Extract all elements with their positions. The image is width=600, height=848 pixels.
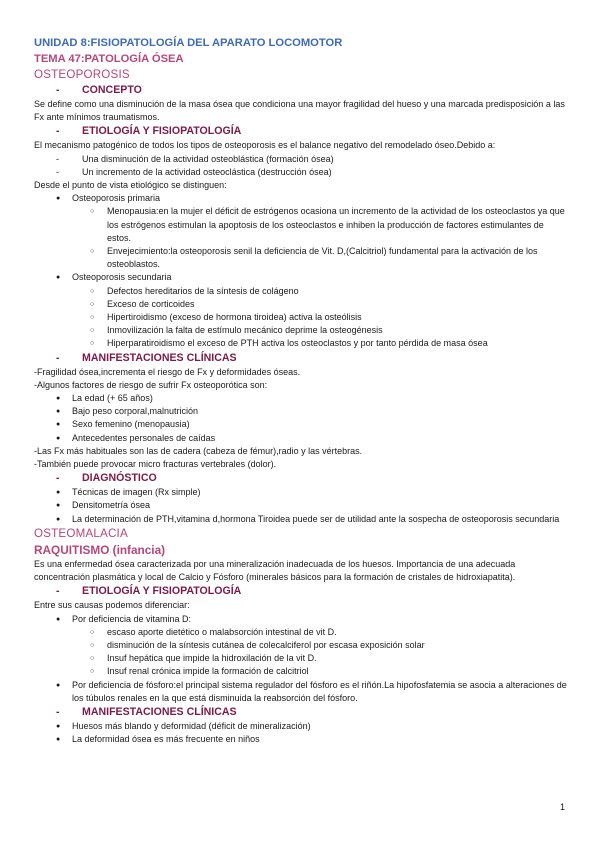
page-number: 1 — [559, 802, 565, 812]
osteoporosis-types-list — [34, 192, 568, 350]
list-item-fosforo: ● Por deficiencia de fósforo:el principal sistema regulador del fósforo es el riñón.La hipofosfatemia se asocia a alteraciones de los túbulos renales en la que está disminuida la reabsorción del fósforo. — [34, 679, 568, 705]
heading-manifestaciones: - MANIFESTACIONES CLÍNICAS — [56, 351, 237, 364]
clinica-text-1: -Fragilidad ósea,incrementa el riesgo de Fx y deformidades óseas. — [34, 366, 301, 377]
list-item: - Una disminución de la actividad osteoblástica (formación ósea) — [34, 153, 568, 166]
heading-etiologia-2: - ETIOLOGÍA Y FISIOPATOLOGÍA — [56, 585, 242, 598]
list-item: ● Antecedentes personales de caídas — [34, 432, 568, 445]
list-item: ● Técnicas de imagen (Rx simple) — [34, 486, 568, 499]
list-item: ○ disminución de la síntesis cutánea de colecalciferol por escasa exposición solar — [34, 639, 568, 652]
heading-manifestaciones-2: - MANIFESTACIONES CLÍNICAS — [56, 705, 237, 718]
risk-factors-list — [34, 392, 568, 445]
list-item: ● La deformidad ósea es más frecuente en niños — [34, 733, 568, 746]
heading-concepto: - CONCEPTO — [56, 84, 142, 96]
section-title-osteomalacia: OSTEOMALACIA — [34, 526, 128, 540]
diagnostico-list — [34, 486, 568, 526]
list-item: ○ Insuf hepática que impide la hidroxilación de la vit D. — [34, 652, 568, 665]
causas-text: Entre sus causas podemos diferenciar: — [34, 600, 190, 611]
list-item: ○ Defectos hereditarios de la síntesis de colágeno — [34, 285, 568, 298]
theme-title: TEMA 47:PATOLOGÍA ÓSEA — [34, 52, 184, 65]
list-item-primaria: ● Osteoporosis primaria ○ Menopausia:en la mujer el déficit de estrógenos ocasiona un incremento de la actividad de los osteoclastos ya que los estrógenos estimulan la apoptosis de los osteoclastos e inhiben la producción de factores estimulantes de estos. ○ Envejecimiento:la osteoporosis senil la deficiencia de Vit. D,(Calcitriol) fundamental para la activación de los osteoblastos. — [34, 192, 568, 271]
list-item-vitd: ● Por deficiencia de vitamina D: ○ escaso aporte dietético o malabsorción intestinal de vit D. ○ disminución de la síntesis cutánea de colecalciferol por escasa exposición solar ○ Insuf hepática que impide la hidroxilación de la vit D. ○ Insuf renal crónica impide la formación de calcitriol — [34, 613, 568, 679]
etiologia-text: El mecanismo patogénico de todos los tipos de osteoporosis es el balance negativo del remodelado óseo.Debido a: — [34, 140, 496, 151]
section-title-osteoporosis: OSTEOPOROSIS — [34, 68, 130, 81]
clinica-text-3: -Las Fx más habituales son las de cadera (cabeza de fémur),radio y las vértebras. — [34, 445, 363, 456]
list-item: ○ Insuf renal crónica impide la formación de calcitriol — [34, 665, 568, 678]
etiologia-list — [34, 153, 568, 179]
heading-etiologia: - ETIOLOGÍA Y FISIOPATOLOGÍA — [56, 125, 242, 138]
list-item: ● La edad (+ 65 años) — [34, 392, 568, 405]
concepto-text: Se define como una disminución de la masa ósea que condiciona una mayor fragilidad del hueso y una marcada predisposición a las Fx ante mínimos traumatismos. — [34, 99, 565, 123]
list-item: ○ Exceso de corticoides — [34, 298, 568, 311]
list-item: ● La determinación de PTH,vitamina d,hormona Tiroidea puede ser de utilidad ante la sospecha de osteoporosis secundaria — [34, 513, 568, 526]
list-item-secundaria: ● Osteoporosis secundaria ○ Defectos hereditarios de la síntesis de colágeno ○ Exceso de corticoides ○ Hipertiroidismo (exceso de hormona tiroidea) activa la osteólisis ○ Inmovilización la falta de estímulo mecánico deprime la osteogénesis ○ Hiperparatiroidismo el exceso de PTH activa los osteoclastos y por tanto pérdida de masa ósea — [34, 271, 568, 350]
osteomalacia-intro: Es una enfermedad ósea caracterizada por una mineralización inadecuada de los huesos. Importancia de una adecuada concentración plasmática y local de Calcio y Fósforo (minerales básicos para la formación de cristales de hidroxiapatita). — [34, 558, 516, 583]
list-item: ● Bajo peso corporal,malnutrición — [34, 405, 568, 418]
heading-diagnostico: - DIAGNÓSTICO — [56, 472, 157, 485]
causas-list — [34, 613, 568, 705]
list-item: ○ Hipertiroidismo (exceso de hormona tiroidea) activa la osteólisis — [34, 311, 568, 324]
etiologia-text-2: Desde el punto de vista etiológico se distinguen: — [34, 180, 227, 191]
list-item: ○ Envejecimiento:la osteoporosis senil la deficiencia de Vit. D,(Calcitriol) fundamental para la activación de los osteoblastos. — [34, 245, 568, 271]
subtitle-raquitismo: RAQUITISMO (infancia) — [34, 542, 166, 557]
clinica-text-4: -También puede provocar micro fracturas vertebrales (dolor). — [34, 459, 277, 470]
list-item: ● Sexo femenino (menopausia) — [34, 418, 568, 431]
list-item: ○ Hiperparatiroidismo el exceso de PTH activa los osteoclastos y por tanto pérdida de masa ósea — [34, 337, 568, 350]
list-item: ● Huesos más blando y deformidad (déficit de mineralización) — [34, 720, 568, 733]
unit-title: UNIDAD 8:FISIOPATOLOGÍA DEL APARATO LOCOMOTOR — [34, 37, 343, 49]
list-item: ○ escaso aporte dietético o malabsorción intestinal de vit D. — [34, 626, 568, 639]
list-item: ● Densitometría ósea — [34, 499, 568, 512]
list-item: ○ Menopausia:en la mujer el déficit de estrógenos ocasiona un incremento de la actividad de los osteoclastos ya que los estrógenos estimulan la apoptosis de los osteoclastos e inhiben la producción de factores estimulantes de estos. — [34, 205, 568, 245]
list-item: ○ Inmovilización la falta de estímulo mecánico deprime la osteogénesis — [34, 324, 568, 337]
list-item: - Un incremento de la actividad osteoclástica (destrucción ósea) — [34, 166, 568, 179]
clinica-text-2: -Algunos factores de riesgo de sufrir Fx osteoporótica son: — [34, 379, 268, 390]
manifestaciones-list — [34, 720, 568, 746]
document-body — [34, 36, 568, 746]
